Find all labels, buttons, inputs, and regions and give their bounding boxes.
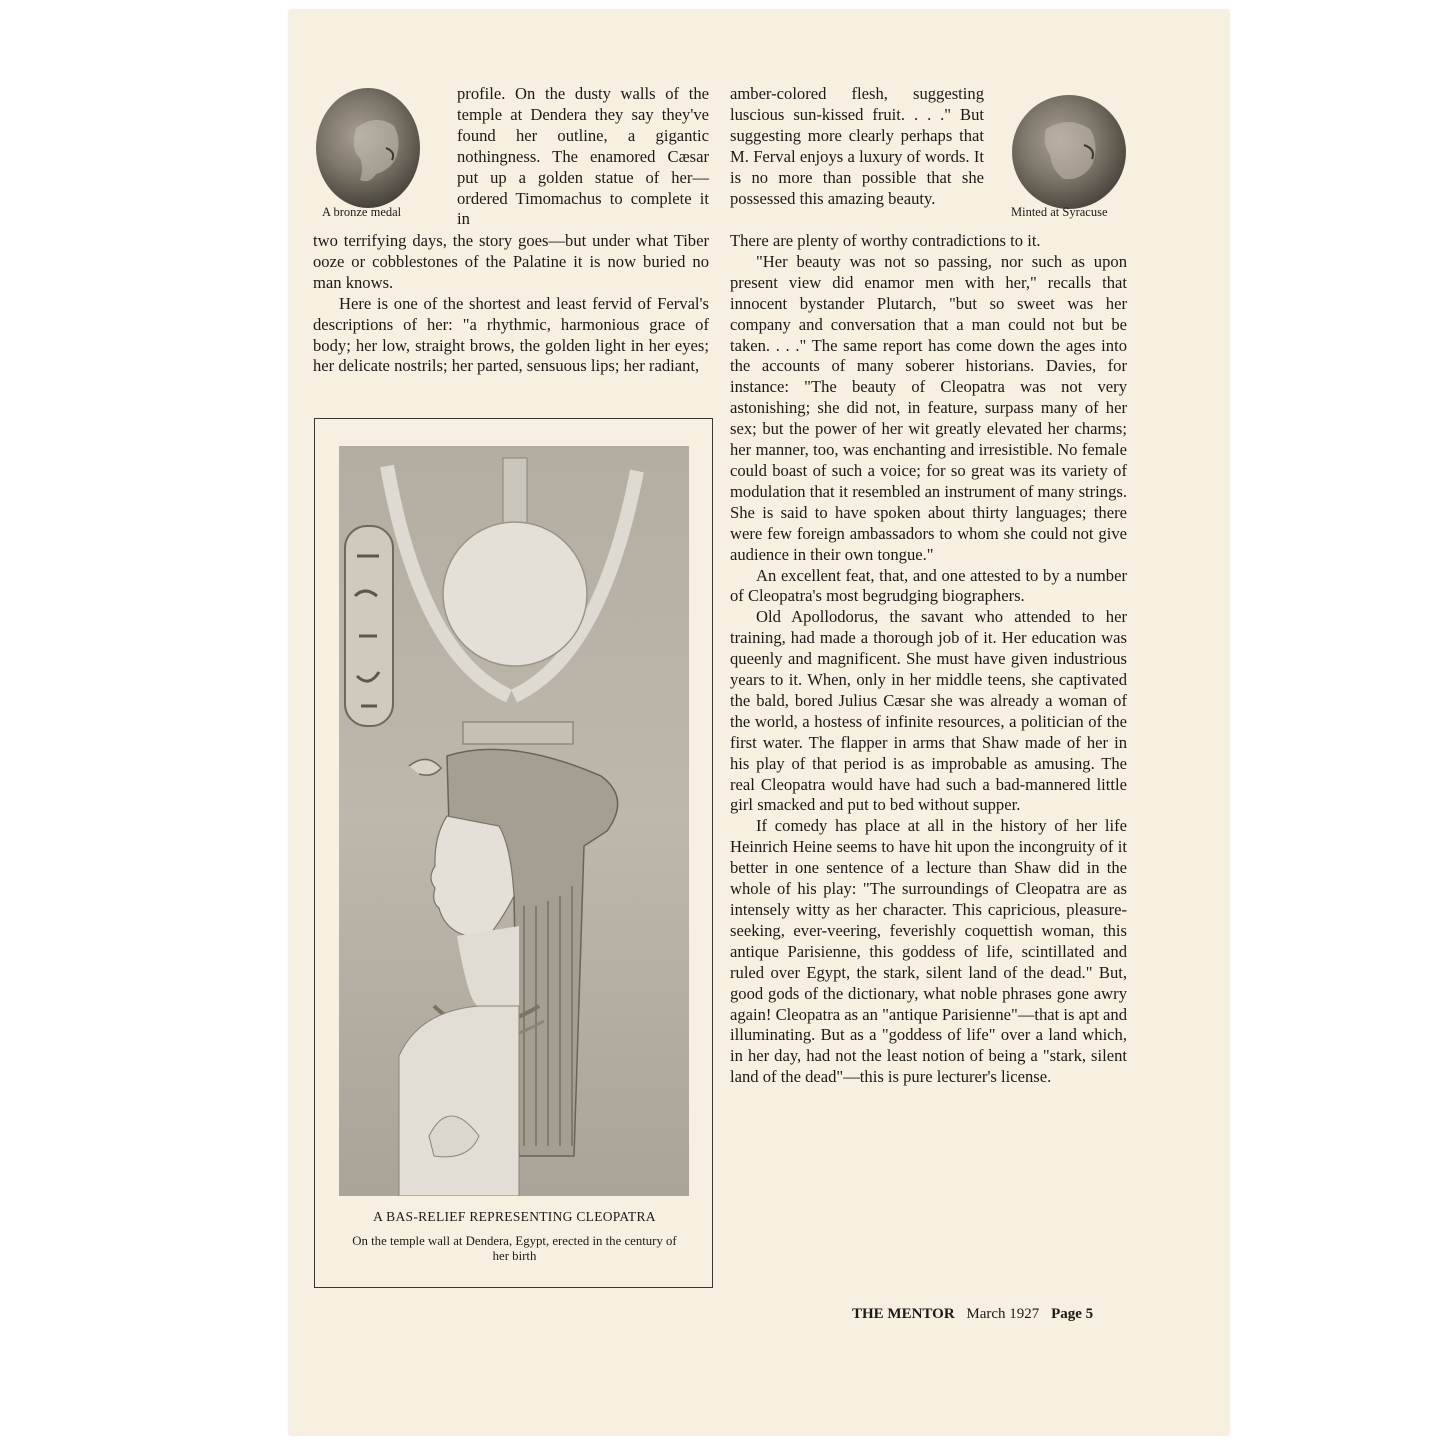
- right-column-paragraph-3: An excellent feat, that, and one attested to by a number of Cleopatra's most begrudging biographers.: [730, 565, 1127, 606]
- left-column-body: [313, 231, 709, 377]
- page-footer: [852, 1306, 1101, 1323]
- page-number: Page 5: [1051, 1306, 1094, 1322]
- issue-date: March 1927: [966, 1306, 1040, 1322]
- magazine-name: THE MENTOR: [852, 1306, 955, 1322]
- right-column-paragraph-5: If comedy has place at all in the history of her life Heinrich Heine seems to have hit upon the incongruity of it better in one sentence of a lecture than Shaw did in the whole of his play: "The surroundings of Cleopatra are as intensely witty as her character. This capricious, pleasure-seeking, ever-veering, feverishly coquettish woman, this antique Parisienne, this goddess of life, scintillated and ruled over Egypt, the stark, silent land of the dead." But, good gods of the dictionary, what noble phrases gone awry again! Cleopatra as an "antique Parisienne"—that is apt and illuminating. But as a "goddess of life" over a land which, in her day, had not the least notion of being a "stark, silent land of the dead"—this is pure lecturer's license.: [730, 816, 1127, 1087]
- bas-relief-photo: [339, 446, 689, 1196]
- bas-relief-figure: [314, 418, 713, 1288]
- figure-description: On the temple wall at Dendera, Egypt, erected in the century of her birth: [352, 1234, 677, 1263]
- left-column-intro-top: profile. On the dusty walls of the temple at Dendera they say they've found her outline, a gigantic nothingness. The enamored Cæsar put up a golden statue of her—ordered Timomachus to complete it in: [457, 84, 709, 229]
- right-column-intro-end: There are plenty of worthy contradictions to it.: [730, 231, 1041, 250]
- magazine-page: [289, 10, 1229, 1435]
- left-column-intro: [457, 84, 709, 230]
- right-column-intro-text: amber-colored flesh, suggesting luscious sun-kissed fruit. . . ." But suggesting more clearly perhaps that M. Ferval enjoys a luxury of words. It is no more than possible that she possessed this amazing beauty.: [730, 84, 984, 208]
- bronze-medal-image: [316, 88, 420, 208]
- right-column-paragraph-2: "Her beauty was not so passing, nor such as upon present view did enamor men with her," recalls that innocent bystander Plutarch, "but so sweet was her company and conversation that a man could not but be taken. . . ." The same report has come down the ages into the accounts of many soberer historians. Davies, for instance: "The beauty of Cleopatra was not very astonishing; she did not, in feature, surpass many of her sex; but the power of her wit greatly elevated her charms; her manner, too, was enchanting and irresistible. No female could boast of such a voice; for so great was its variety of modulation that it resembled an instrument of many strings. She is said to have spoken about thirty languages; there were few foreign ambassadors to whom she could not give audience in their own tongue.": [730, 251, 1127, 564]
- right-column-paragraph-4: Old Apollodorus, the savant who attended to her training, had made a thorough job of it. Her education was queenly and magnificent. She must have given industrious years to it. When, only in her middle teens, she captivated the bald, bored Julius Cæsar she was already a woman of the world, a hostess of infinite resources, a politician of the first water. The flapper in arms that Shaw made of her in his play of that period is as improbable as amusing. The real Cleopatra would have had such a bad-mannered little girl smacked and put to bed without supper.: [730, 607, 1127, 815]
- left-column-intro-bottom: two terrifying days, the story goes—but under what Tiber ooze or cobblestones of the Palatine it is now buried no man knows.: [313, 231, 709, 292]
- left-column-paragraph-2: Here is one of the shortest and least fervid of Ferval's descriptions of her: "a rhythmic, harmonious grace of body; her low, straight brows, the golden light in her eyes; her delicate nostrils; her parted, sensuous lips; her radiant,: [313, 293, 709, 376]
- right-column-intro: [730, 84, 984, 209]
- right-column-body: [730, 231, 1127, 1088]
- syracuse-coin-caption: Minted at Syracuse: [1011, 205, 1108, 219]
- bronze-medal-caption: A bronze medal: [322, 205, 402, 219]
- figure-title: A BAS-RELIEF REPRESENTING CLEOPATRA: [373, 1209, 656, 1224]
- syracuse-coin-image: [1012, 95, 1126, 209]
